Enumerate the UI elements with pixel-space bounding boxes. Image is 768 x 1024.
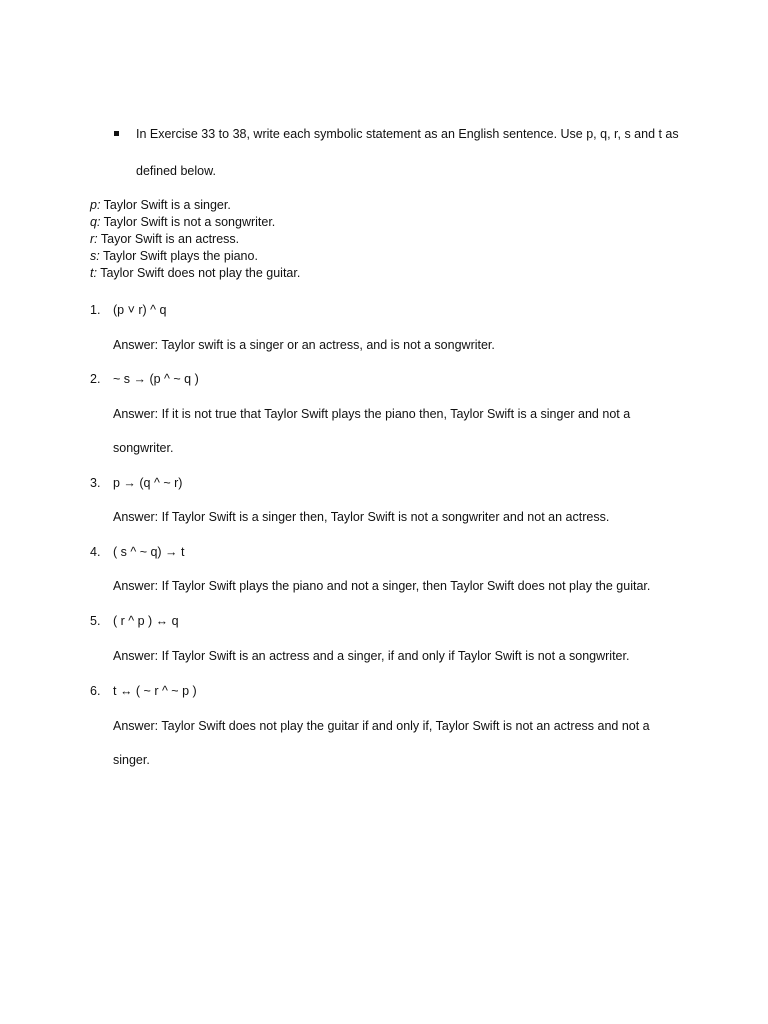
variable-label: t: xyxy=(90,266,97,280)
exercise-6-answer-line1: Answer: Taylor Swift does not play the guitar if and only if, Taylor Swift is not an actress and not a xyxy=(113,719,650,733)
variable-definitions xyxy=(90,197,300,282)
symbolic-expression: (p ˅ r) ^ q xyxy=(113,303,167,317)
symbolic-expression: ( r ^ p ) ↔ q xyxy=(113,614,179,628)
exercise-1-statement xyxy=(90,303,166,317)
definition-t xyxy=(90,265,300,282)
definition-s xyxy=(90,248,300,265)
definition-text: Taylor Swift plays the piano. xyxy=(99,249,258,263)
definition-r xyxy=(90,231,300,248)
exercise-2-statement xyxy=(90,372,199,386)
definition-text: Tayor Swift is an actress. xyxy=(97,232,240,246)
exercise-3-answer: Answer: If Taylor Swift is a singer then, Taylor Swift is not a songwriter and not an actress. xyxy=(113,510,610,524)
exercise-1-answer: Answer: Taylor swift is a singer or an actress, and is not a songwriter. xyxy=(113,338,495,352)
definition-p xyxy=(90,197,300,214)
exercise-6-statement xyxy=(90,684,197,698)
definition-text: Taylor Swift does not play the guitar. xyxy=(96,266,301,280)
exercise-3-statement xyxy=(90,476,182,490)
symbolic-expression: p → (q ^ ~ r) xyxy=(113,476,183,490)
instruction-text-line1: In Exercise 33 to 38, write each symbolic statement as an English sentence. Use p, q, r, s and t as xyxy=(136,127,679,141)
definition-text: Taylor Swift is not a songwriter. xyxy=(100,215,276,229)
definition-text: Taylor Swift is a singer. xyxy=(100,198,231,212)
square-bullet-icon xyxy=(114,131,119,136)
exercise-number: 2. xyxy=(90,372,101,386)
symbolic-expression: t ↔ ( ~ r ^ ~ p ) xyxy=(113,684,197,698)
symbolic-expression: ~ s → (p ^ ~ q ) xyxy=(113,372,199,386)
variable-label: p: xyxy=(90,198,101,212)
exercise-5-statement xyxy=(90,614,179,628)
exercise-number: 6. xyxy=(90,684,101,698)
exercise-number: 3. xyxy=(90,476,101,490)
definition-q xyxy=(90,214,300,231)
variable-label: r: xyxy=(90,232,98,246)
exercise-2-answer-line2: songwriter. xyxy=(113,441,174,455)
exercise-4-answer: Answer: If Taylor Swift plays the piano and not a singer, then Taylor Swift does not play the guitar. xyxy=(113,579,651,593)
exercise-number: 5. xyxy=(90,614,101,628)
variable-label: q: xyxy=(90,215,101,229)
instruction-text-line2: defined below. xyxy=(136,164,216,178)
exercise-number: 1. xyxy=(90,303,101,317)
exercise-6-answer-line2: singer. xyxy=(113,753,150,767)
exercise-2-answer-line1: Answer: If it is not true that Taylor Swift plays the piano then, Taylor Swift is a singer and not a xyxy=(113,407,631,421)
exercise-5-answer: Answer: If Taylor Swift is an actress and a singer, if and only if Taylor Swift is not a songwriter. xyxy=(113,649,630,663)
variable-label: s: xyxy=(90,249,100,263)
exercise-number: 4. xyxy=(90,545,101,559)
symbolic-expression: ( s ^ ~ q) → t xyxy=(113,545,185,559)
exercise-4-statement xyxy=(90,545,185,559)
